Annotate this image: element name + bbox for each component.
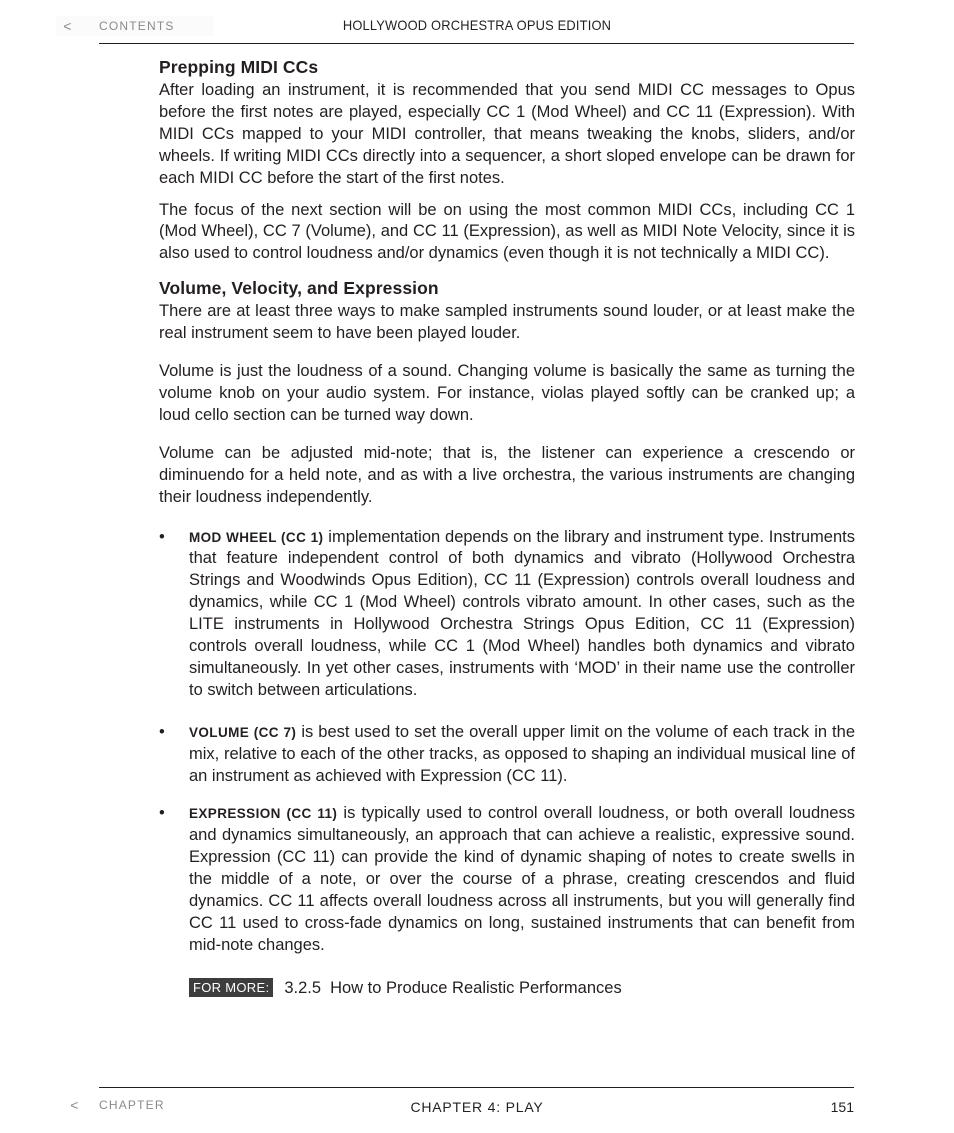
body-paragraph: There are at least three ways to make sampled instruments sound louder, or at least make the real instrument seem to have been played louder. — [159, 302, 855, 343]
footer-divider — [99, 1087, 854, 1088]
chapter-label: CHAPTER 4: PLAY — [410, 1099, 544, 1115]
midi-cc-bullet-list — [159, 527, 855, 957]
bullet-term: MOD WHEEL (CC 1) — [189, 529, 324, 545]
list-item-mod-wheel — [159, 527, 855, 702]
cross-reference-link[interactable] — [284, 977, 621, 999]
body-paragraph: Volume is just the loudness of a sound. Changing volume is basically the same as turning the volume knob on your audio system. For instance, violas played softly can be cranked up; a loud cello section can be turned way down. — [159, 362, 855, 424]
bullet-text: is best used to set the overall upper limit on the volume of each track in the mix, relative to each of the other tracks, as opposed to shaping an individual musical line of an instrument as achieved with Expression (CC 11). — [189, 722, 855, 785]
bullet-term: EXPRESSION (CC 11) — [189, 806, 338, 822]
bullet-text: is typically used to control overall loudness, or both overall loudness and dynamics simultaneously, an approach that can achieve a realistic, expressive sound. Expression (CC 11) can provide the kind of dynamic shaping of notes to create swells in the middle of a note, or over the course of a phrase, creating crescendos and fluid dynamics. CC 11 affects overall loudness across all instruments, but you will generally find CC 11 used to cross-fade dynamics on long, sustained instruments that can benefit from mid-note changes. — [189, 804, 855, 954]
contents-nav-label: CONTENTS — [99, 19, 175, 33]
bullet-icon: • — [159, 804, 165, 823]
chevron-left-icon: < — [70, 1097, 80, 1113]
reference-title: How to Produce Realistic Performances — [330, 978, 622, 997]
page-body — [159, 54, 855, 999]
list-item-volume — [159, 722, 855, 788]
bullet-icon: • — [159, 722, 165, 741]
page-number: 151 — [830, 1099, 854, 1115]
header-divider — [99, 43, 854, 44]
body-paragraph: After loading an instrument, it is recommended that you send MIDI CC messages to Opus before the first notes are played, especially CC 1 (Mod Wheel) and CC 11 (Expression). With MIDI CCs mapped to your MIDI controller, that means tweaking the knobs, sliders, and/or wheels. If writing MIDI CCs directly into a sequencer, a short sloped envelope can be drawn for each MIDI CC before the start of the first notes. — [159, 81, 855, 187]
chevron-left-icon: < — [63, 18, 73, 34]
body-paragraph: The focus of the next section will be on using the most common MIDI CCs, including CC 1 (Mod Wheel), CC 7 (Volume), and CC 11 (Expression), as well as MIDI Note Velocity, since it is also used to control loudness and/or dynamics (even though it is not technically a MIDI CC). — [159, 200, 855, 263]
section-heading-prepping-midi-ccs: Prepping MIDI CCs — [159, 57, 319, 77]
section-heading-volume-velocity-expression: Volume, Velocity, and Expression — [159, 278, 439, 299]
bullet-text: implementation depends on the library and instrument type. Instruments that feature independent control of both dynamics and vibrato (Hollywood Orchestra Strings and Woodwinds Opus Edition), CC 11 (Expression) controls overall loudness and dynamics, while CC 1 (Mod Wheel) controls vibrato amount. In other cases, such as the LITE instruments in Hollywood Orchestra Strings Opus Edition, CC 11 (Expression) controls overall loudness, while CC 1 (Mod Wheel) handles both dynamics and vibrato simultaneously. In yet other cases, instruments with ‘MOD’ in their name use the controller to switch between articulations. — [189, 527, 855, 699]
chapter-nav-label: CHAPTER — [99, 1098, 165, 1112]
bullet-term: VOLUME (CC 7) — [189, 724, 297, 740]
body-paragraph: Volume can be adjusted mid-note; that is, the listener can experience a crescendo or diminuendo for a held note, and as with a live orchestra, the various instruments are changing their loudness independently. — [159, 443, 855, 506]
bullet-icon: • — [159, 527, 165, 546]
list-item-expression — [159, 803, 855, 956]
reference-number: 3.2.5 — [284, 978, 322, 997]
for-more-reference — [189, 977, 855, 999]
for-more-tag: FOR MORE: — [189, 978, 273, 997]
document-title: HOLLYWOOD ORCHESTRA OPUS EDITION — [342, 17, 612, 33]
